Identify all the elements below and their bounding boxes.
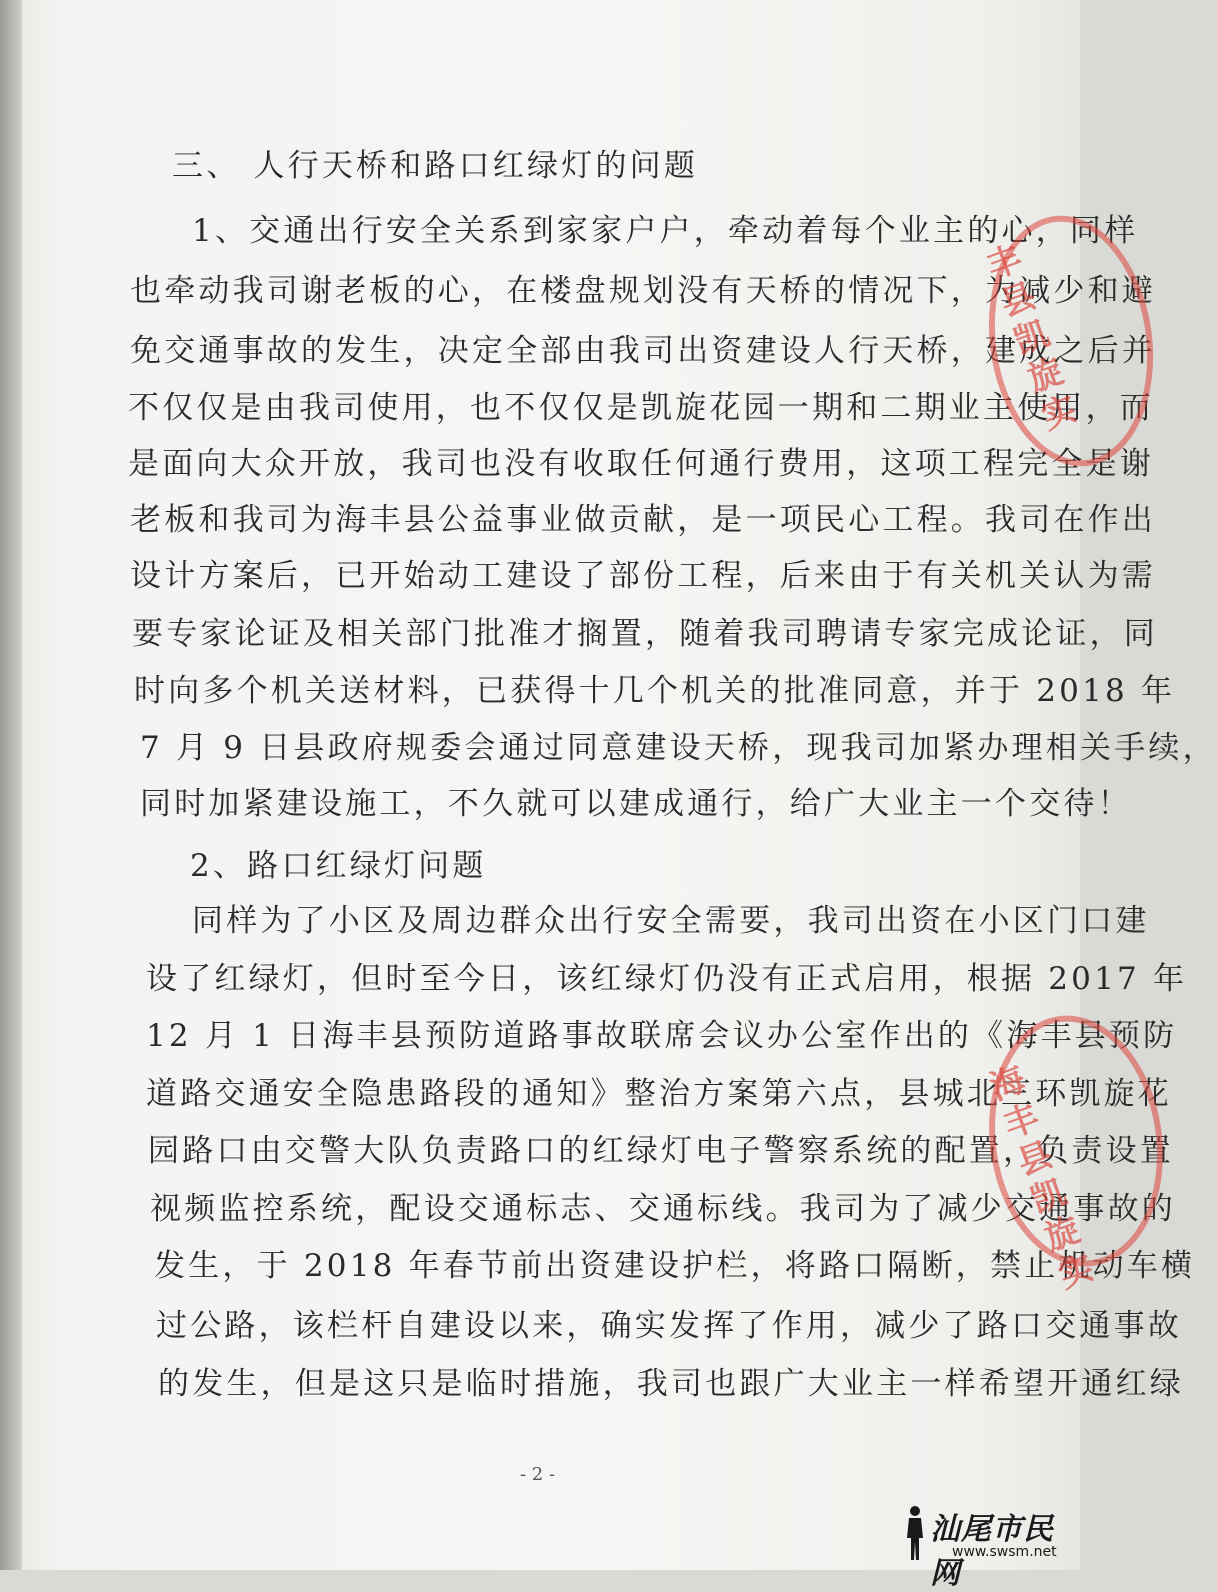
section2-title: 2、路口红绿灯问题 bbox=[190, 848, 487, 884]
section2-line: 12 月 1 日海丰县预防道路事故联席会议办公室作出的《海丰县预防 bbox=[146, 1018, 1178, 1054]
section2-line: 园路口由交警大队负责路口的红绿灯电子警察系统的配置，负责设置 bbox=[148, 1133, 1174, 1169]
section2-line: 发生，于 2018 年春节前出资建设护栏，将路口隔断，禁止机动车横 bbox=[154, 1248, 1196, 1284]
seal-text-bottom: 海丰县凯旋实 bbox=[979, 1060, 1099, 1300]
section1-line: 是面向大众开放，我司也没有收取任何通行费用，这项工程完全是谢 bbox=[128, 446, 1154, 482]
section2-line: 同样为了小区及周边群众出行安全需要，我司出资在小区门口建 bbox=[192, 903, 1150, 939]
page-fold-shadow bbox=[0, 0, 22, 1570]
section1-line: 1、交通出行安全关系到家家户户，牵动着每个业主的心，同样 bbox=[192, 213, 1139, 249]
section2-line: 视频监控系统，配设交通标志、交通标线。我司为了减少交通事故的 bbox=[150, 1191, 1176, 1227]
section1-line: 要专家论证及相关部门批准才搁置，随着我司聘请专家完成论证，同 bbox=[132, 616, 1158, 652]
section2-line: 设了红绿灯，但时至今日，该红绿灯仍没有正式启用，根据 2017 年 bbox=[146, 961, 1188, 997]
section1-line: 不仅仅是由我司使用，也不仅仅是凯旋花园一期和二期业主使用，而 bbox=[128, 390, 1154, 426]
section1-line: 同时加紧建设施工，不久就可以建成通行，给广大业主一个交待！ bbox=[140, 786, 1132, 822]
section2-line: 过公路，该栏杆自建设以来，确实发挥了作用，减少了路口交通事故 bbox=[156, 1308, 1182, 1344]
section-heading: 三、 人行天桥和路口红绿灯的问题 bbox=[172, 148, 699, 184]
watermark-url: www.swsm.net bbox=[952, 1544, 1057, 1560]
site-watermark bbox=[902, 1504, 1072, 1591]
section1-line: 设计方案后，已开始动工建设了部份工程，后来由于有关机关认为需 bbox=[130, 558, 1156, 594]
section1-line: 老板和我司为海丰县公益事业做贡献，是一项民心工程。我司在作出 bbox=[130, 502, 1156, 538]
seal-text-top: 丰县凯旋实 bbox=[976, 239, 1083, 441]
section2-line: 道路交通安全隐患路段的通知》整治方案第六点，县城北三环凯旋花 bbox=[146, 1076, 1172, 1112]
section1-line: 免交通事故的发生，决定全部由我司出资建设人行天桥，建成之后并 bbox=[130, 333, 1156, 369]
section1-line: 7 月 9 日县政府规委会通过同意建设天桥，现我司加紧办理相关手续， bbox=[140, 730, 1217, 766]
section1-line: 也牵动我司谢老板的心，在楼盘规划没有天桥的情况下，为减少和避 bbox=[130, 273, 1156, 309]
page-number: - 2 - bbox=[520, 1464, 556, 1485]
person-silhouette-icon bbox=[902, 1504, 928, 1562]
section2-line: 的发生，但是这只是临时措施，我司也跟广大业主一样希望开通红绿 bbox=[158, 1366, 1184, 1402]
watermark-title: 汕尾市民网 bbox=[930, 1512, 1054, 1591]
section1-line: 时向多个机关送材料，已获得十几个机关的批准同意，并于 2018 年 bbox=[134, 673, 1176, 709]
